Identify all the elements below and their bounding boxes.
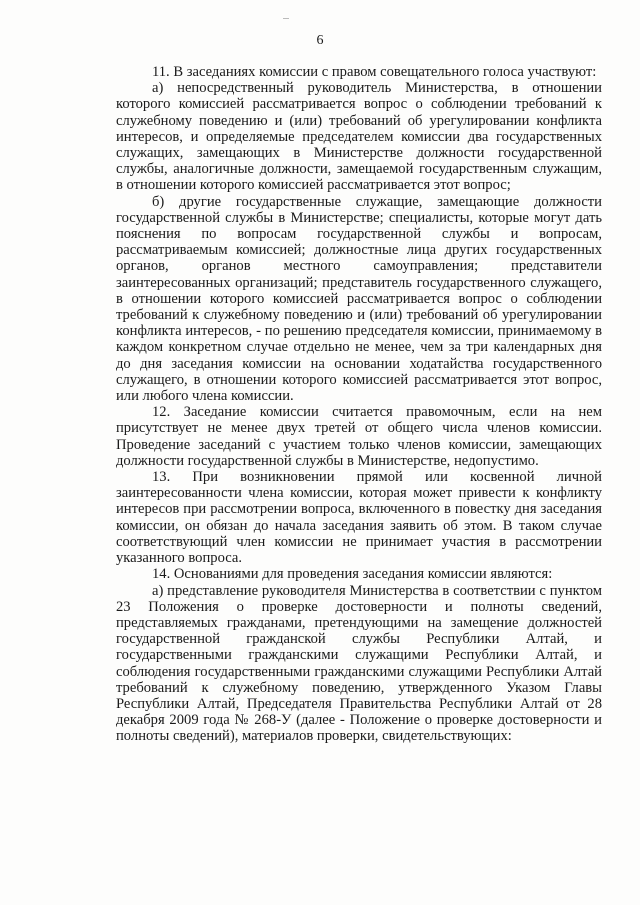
paragraph-12: 12. Заседание комиссии считается правомочным, если на нем присутствует не менее двух третей от общего числа членов комиссии. Проведение заседаний с участием только членов комиссии, замещающих должности государственной службы в Министерстве, недопустимо.	[116, 404, 602, 469]
paragraph-11: 11. В заседаниях комиссии с правом совещательного голоса участвуют:	[152, 64, 597, 80]
paragraph-11-a: а) непосредственный руководитель Министерства, в отношении которого комиссией рассматривается вопрос о соблюдении требований к служебному поведению и (или) требований об урегулировании конфликта интересов, и определяемые председателем комиссии два государственных служащих, замещающих в Министерстве должности государственной службы, аналогичные должности, замещаемой государственным служащим, в отношении которого комиссией рассматривается этот вопрос;	[116, 80, 602, 194]
document-body	[116, 64, 602, 745]
scan-artifact	[283, 18, 289, 19]
paragraph-14-a: а) представление руководителя Министерства в соответствии с пунктом 23 Положения о проверке достоверности и полноты сведений, представляемых гражданами, претендующими на замещение должностей государственной гражданской службы Республики Алтай, и государственными гражданскими служащими Республики Алтай, и соблюдения государственными гражданскими служащими Республики Алтай требований к служебному поведению, утвержденного Указом Главы Республики Алтай, Председателя Правительства Республики Алтай от 28 декабря 2009 года № 268-У (далее - Положение о проверке достоверности и полноты сведений), материалов проверки, свидетельствующих:	[116, 582, 602, 745]
page-number: 6	[316, 33, 324, 48]
paragraph-11-b: б) другие государственные служащие, замещающие должности государственной службы в Министерстве; специалисты, которые могут дать пояснения по вопросам государственной службы и вопросам, рассматриваемым комиссией; должностные лица других государственных органов, органов местного самоуправления; представители заинтересованных организаций; представитель государственного служащего, в отношении которого комиссией рассматривается вопрос о соблюдении требований к служебному поведению и (или) требований об урегулировании конфликта интересов, - по решению председателя комиссии, принимаемому в каждом конкретном случае отдельно не менее, чем за три календарных дня до дня заседания комиссии на основании ходатайства государственного служащего, в отношении которого комиссией рассматривается этот вопрос, или любого члена комиссии.	[116, 193, 602, 405]
paragraph-14: 14. Основаниями для проведения заседания комиссии являются:	[152, 566, 553, 583]
paragraph-13: 13. При возникновении прямой или косвенной личной заинтересованности члена комиссии, которая может привести к конфликту интересов при рассмотрении вопроса, включенного в повестку дня заседания комиссии, он обязан до начала заседания заявить об этом. В таком случае соответствующий член комиссии не принимает участия в рассмотрении указанного вопроса.	[116, 469, 602, 567]
